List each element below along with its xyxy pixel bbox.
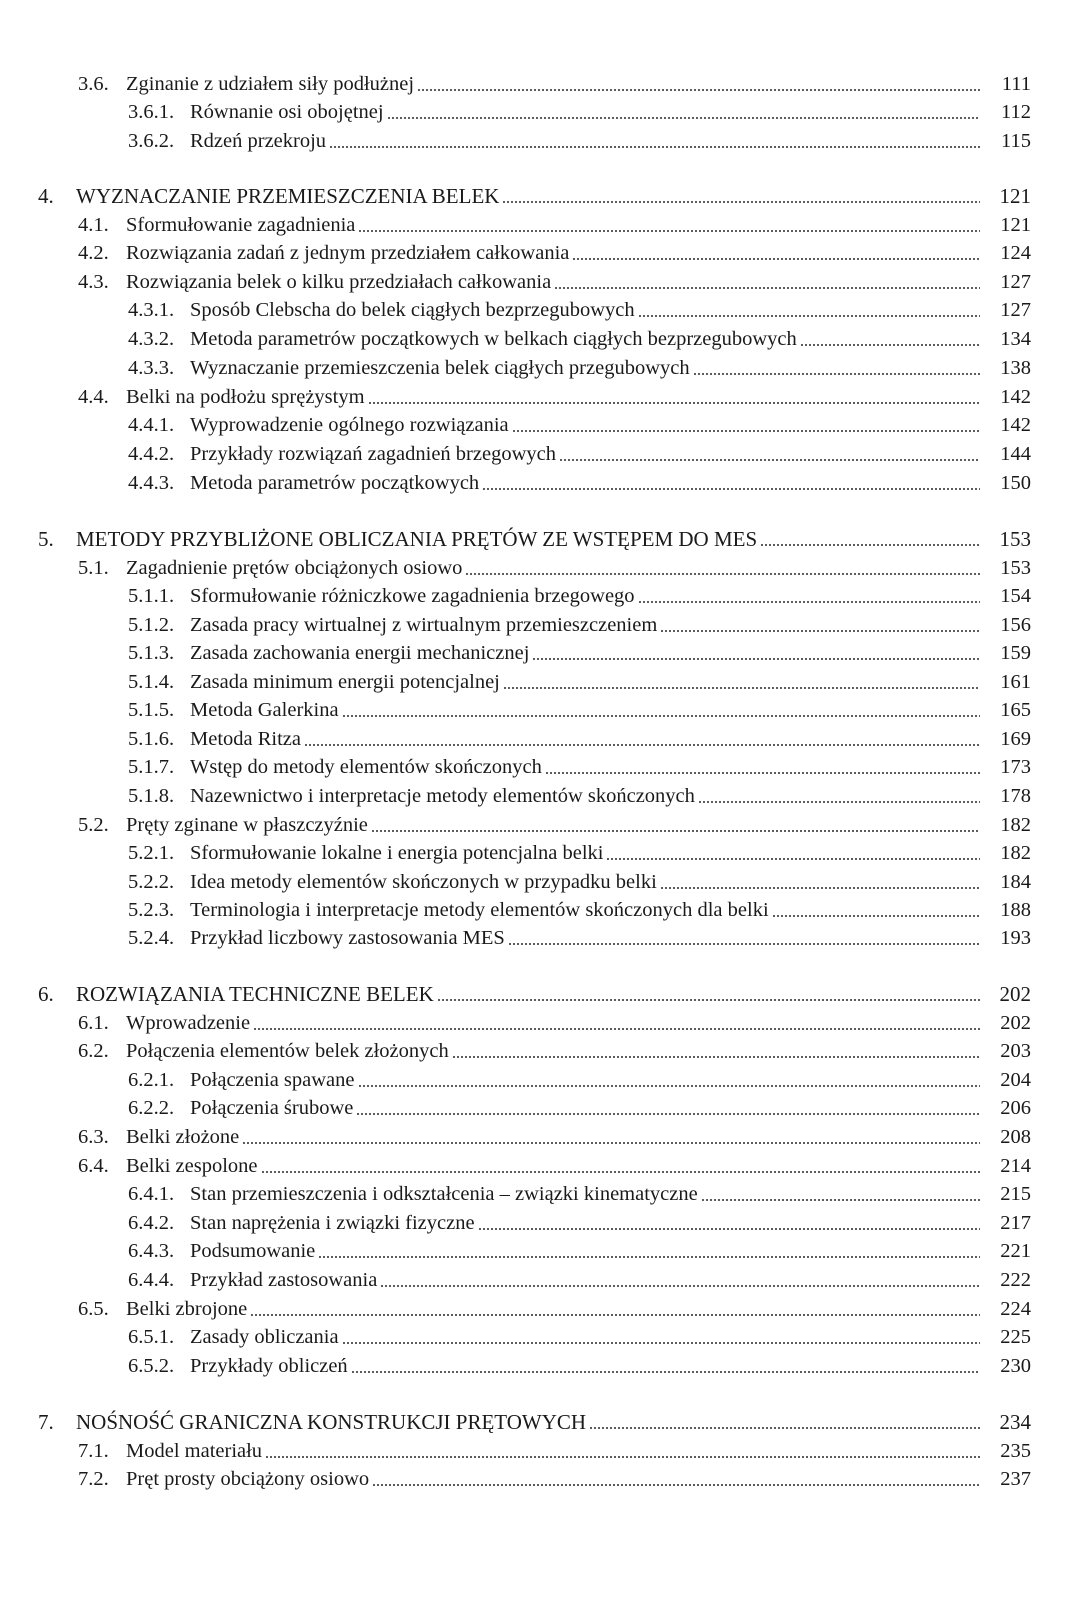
toc-entry-number: 5.2. [78, 814, 109, 836]
toc-entry-row [0, 696, 1072, 724]
toc-entry-leader [190, 325, 983, 353]
toc-entry-row [0, 1266, 1072, 1294]
toc-entry-row [0, 1437, 1072, 1465]
toc-entry-title: Zasada zachowania energii mechanicznej [190, 642, 530, 664]
toc-entry-page-number: 169 [1000, 728, 1031, 750]
dot-leader [503, 687, 980, 689]
dot-leader [482, 488, 980, 490]
toc-entry-title: Zagadnienie prętów obciążonych osiowo [126, 557, 463, 579]
toc-entry-title: Stan przemieszczenia i odkształcenia – związki kinematyczne [190, 1183, 698, 1205]
toc-entry-number: 6.4. [78, 1155, 109, 1177]
toc-entry-number: 5.1.1. [128, 585, 175, 607]
toc-entry-number: 6.2. [78, 1040, 109, 1062]
dot-leader [572, 258, 980, 260]
toc-entry-row [0, 839, 1072, 867]
toc-entry-leader [190, 469, 983, 497]
toc-entry-leader [126, 70, 983, 98]
toc-chapter-row [0, 980, 1072, 1008]
dot-leader [660, 630, 980, 632]
dot-leader [351, 1371, 980, 1373]
toc-entry-row [0, 639, 1072, 667]
toc-entry-page-number: 124 [1000, 242, 1031, 264]
toc-entry-page-number: 206 [1000, 1097, 1031, 1119]
toc-chapter-row [0, 182, 1072, 210]
dot-leader [502, 201, 980, 203]
toc-entry-title: Przykład liczbowy zastosowania MES [190, 927, 505, 949]
dot-leader [660, 887, 980, 889]
dot-leader [358, 1085, 981, 1087]
toc-entry-leader [126, 554, 983, 582]
toc-entry-page-number: 111 [1001, 73, 1031, 95]
toc-entry-title: METODY PRZYBLIŻONE OBLICZANIA PRĘTÓW ZE WSTĘPEM DO MES [76, 527, 758, 551]
dot-leader [368, 402, 980, 404]
toc-entry-page-number: 182 [1000, 814, 1031, 836]
toc-entry-number: 6.4.3. [128, 1240, 175, 1262]
toc-entry-leader [190, 1237, 983, 1265]
toc-entry-page-number: 127 [1000, 271, 1031, 293]
toc-entry-page-number: 235 [1000, 1440, 1031, 1462]
toc-entry-number: 5.1.6. [128, 728, 175, 750]
dot-leader [452, 1056, 980, 1058]
toc-entry-leader [76, 525, 983, 553]
toc-entry-page-number: 144 [1000, 443, 1031, 465]
toc-entry-row [0, 554, 1072, 582]
toc-entry-leader [126, 1152, 983, 1180]
toc-entry-leader [190, 127, 983, 155]
toc-entry-title: Pręt prosty obciążony osiowo [126, 1468, 370, 1490]
toc-entry-title: Zasada pracy wirtualnej z wirtualnym przemieszczeniem [190, 614, 658, 636]
toc-entry-number: 5.1.7. [128, 756, 175, 778]
toc-entry-leader [190, 868, 983, 896]
dot-leader [265, 1456, 980, 1458]
toc-entry-title: Wyznaczanie przemieszczenia belek ciągłych przegubowych [190, 357, 690, 379]
toc-entry-number: 3.6.2. [128, 130, 175, 152]
toc-entry-title: Zasady obliczania [190, 1326, 339, 1348]
dot-leader [342, 715, 980, 717]
dot-leader [532, 658, 980, 660]
toc-entry-page-number: 154 [1000, 585, 1031, 607]
toc-entry-number: 4.3. [78, 271, 109, 293]
toc-entry-page-number: 193 [1000, 927, 1031, 949]
toc-entry-page-number: 184 [1000, 871, 1031, 893]
toc-entry-leader [190, 98, 983, 126]
toc-entry-title: Belki zbrojone [126, 1298, 248, 1320]
toc-entry-row [0, 127, 1072, 155]
toc-entry-number: 6.3. [78, 1126, 109, 1148]
toc-entry-leader [126, 1123, 983, 1151]
toc-entry-row [0, 753, 1072, 781]
toc-entry-page-number: 156 [1000, 614, 1031, 636]
toc-entry-title: Terminologia i interpretacje metody elementów skończonych dla belki [190, 899, 769, 921]
toc-entry-number: 5.1.8. [128, 785, 175, 807]
toc-entry-page-number: 121 [999, 184, 1031, 208]
dot-leader [606, 858, 980, 860]
dot-leader [698, 801, 980, 803]
toc-entry-row [0, 268, 1072, 296]
toc-entry-row [0, 440, 1072, 468]
toc-entry-number: 5.1.5. [128, 699, 175, 721]
toc-entry-title: Pręty zginane w płaszczyźnie [126, 814, 368, 836]
toc-entry-title: Wprowadzenie [126, 1012, 251, 1034]
toc-entry-number: 3.6.1. [128, 101, 175, 123]
toc-entry-title: Sformułowanie zagadnienia [126, 214, 356, 236]
toc-entry-page-number: 204 [1000, 1069, 1031, 1091]
toc-entry-row [0, 1066, 1072, 1094]
dot-leader [417, 89, 980, 91]
toc-entry-row [0, 1094, 1072, 1122]
dot-leader [478, 1228, 980, 1230]
toc-entry-leader [126, 211, 983, 239]
toc-entry-number: 4.4. [78, 386, 109, 408]
toc-entry-row [0, 582, 1072, 610]
toc-entry-number: 4.4.3. [128, 472, 175, 494]
toc-chapter-row [0, 1408, 1072, 1436]
toc-entry-title: WYZNACZANIE PRZEMIESZCZENIA BELEK [76, 184, 500, 208]
toc-entry-page-number: 173 [1000, 756, 1031, 778]
toc-entry-row [0, 354, 1072, 382]
toc-entry-page-number: 217 [1000, 1212, 1031, 1234]
toc-entry-row [0, 782, 1072, 810]
dot-leader [371, 830, 980, 832]
toc-entry-leader [126, 811, 983, 839]
toc-entry-leader [190, 296, 983, 324]
toc-entry-number: 5.2.2. [128, 871, 175, 893]
toc-entry-number: 7. [38, 1410, 54, 1434]
toc-entry-leader [126, 1009, 983, 1037]
toc-entry-number: 5.1.4. [128, 671, 175, 693]
toc-entry-row [0, 1009, 1072, 1037]
toc-entry-row [0, 811, 1072, 839]
toc-entry-leader [126, 268, 983, 296]
toc-entry-leader [190, 1266, 983, 1294]
toc-entry-title: Sposób Clebscha do belek ciągłych bezprzegubowych [190, 299, 635, 321]
toc-entry-leader [190, 1180, 983, 1208]
toc-entry-number: 4.4.1. [128, 414, 175, 436]
toc-entry-row [0, 1323, 1072, 1351]
toc-entry-title: Przykład zastosowania [190, 1269, 378, 1291]
toc-entry-page-number: 161 [1000, 671, 1031, 693]
toc-entry-title: Sformułowanie różniczkowe zagadnienia brzegowego [190, 585, 635, 607]
dot-leader [253, 1028, 980, 1030]
toc-entry-leader [190, 668, 983, 696]
dot-leader [638, 315, 980, 317]
toc-entry-number: 6.5.1. [128, 1326, 175, 1348]
dot-leader [693, 373, 980, 375]
dot-leader [329, 146, 980, 148]
toc-entry-title: Przykłady rozwiązań zagadnień brzegowych [190, 443, 556, 465]
toc-entry-page-number: 115 [1001, 130, 1031, 152]
toc-entry-number: 5. [38, 527, 54, 551]
toc-entry-row [0, 1209, 1072, 1237]
toc-entry-page-number: 142 [1000, 414, 1031, 436]
toc-entry-number: 6.1. [78, 1012, 109, 1034]
toc-entry-page-number: 221 [1000, 1240, 1031, 1262]
toc-entry-number: 5.2.1. [128, 842, 175, 864]
toc-entry-number: 6.5. [78, 1298, 109, 1320]
toc-entry-page-number: 203 [1000, 1040, 1031, 1062]
dot-leader [545, 772, 980, 774]
toc-entry-number: 6.2.2. [128, 1097, 175, 1119]
toc-entry-leader [190, 1323, 983, 1351]
dot-leader [358, 230, 980, 232]
dot-leader [437, 999, 980, 1001]
toc-entry-title: Połączenia śrubowe [190, 1097, 354, 1119]
toc-entry-number: 7.2. [78, 1468, 109, 1490]
toc-chapter-row [0, 525, 1072, 553]
toc-entry-leader [190, 611, 983, 639]
toc-entry-leader [190, 896, 983, 924]
toc-entry-leader [190, 1066, 983, 1094]
dot-leader [701, 1199, 980, 1201]
toc-entry-title: Połączenia elementów belek złożonych [126, 1040, 449, 1062]
toc-entry-number: 4.4.2. [128, 443, 175, 465]
toc-entry-title: ROZWIĄZANIA TECHNICZNE BELEK [76, 982, 434, 1006]
dot-leader [760, 544, 980, 546]
toc-entry-page-number: 234 [999, 1410, 1031, 1434]
dot-leader [559, 459, 980, 461]
toc-entry-leader [190, 782, 983, 810]
dot-leader [772, 915, 980, 917]
toc-entry-page-number: 127 [1000, 299, 1031, 321]
toc-entry-leader [126, 239, 983, 267]
toc-entry-page-number: 237 [1000, 1468, 1031, 1490]
toc-entry-number: 4.3.1. [128, 299, 175, 321]
toc-entry-title: Belki zespolone [126, 1155, 258, 1177]
toc-entry-leader [126, 1465, 983, 1493]
toc-entry-row [0, 868, 1072, 896]
toc-entry-leader [126, 1295, 983, 1323]
toc-entry-leader [190, 411, 983, 439]
toc-entry-row [0, 70, 1072, 98]
toc-entry-leader [190, 1209, 983, 1237]
toc-entry-leader [76, 1408, 983, 1436]
dot-leader [638, 601, 980, 603]
dot-leader [387, 117, 980, 119]
toc-entry-page-number: 202 [999, 982, 1031, 1006]
toc-entry-title: Sformułowanie lokalne i energia potencjalna belki [190, 842, 604, 864]
toc-entry-title: Zasada minimum energii potencjalnej [190, 671, 500, 693]
toc-entry-title: Belki złożone [126, 1126, 240, 1148]
toc-entry-page-number: 182 [1000, 842, 1031, 864]
dot-leader [250, 1314, 980, 1316]
toc-entry-title: Rozwiązania zadań z jednym przedziałem całkowania [126, 242, 570, 264]
dot-leader [465, 573, 980, 575]
toc-entry-title: NOŚNOŚĆ GRANICZNA KONSTRUKCJI PRĘTOWYCH [76, 1410, 587, 1434]
toc-entry-title: Metoda Galerkina [190, 699, 339, 721]
toc-entry-title: Zginanie z udziałem siły podłużnej [126, 73, 415, 95]
dot-leader [356, 1113, 980, 1115]
toc-entry-row [0, 1037, 1072, 1065]
toc-entry-page-number: 230 [1000, 1355, 1031, 1377]
toc-entry-row [0, 98, 1072, 126]
toc-entry-number: 6.4.2. [128, 1212, 175, 1234]
toc-entry-number: 5.1.3. [128, 642, 175, 664]
toc-entry-leader [190, 354, 983, 382]
dot-leader [554, 287, 980, 289]
toc-entry-number: 5.2.3. [128, 899, 175, 921]
toc-entry-page-number: 159 [1000, 642, 1031, 664]
toc-entry-number: 6. [38, 982, 54, 1006]
toc-entry-title: Wstęp do metody elementów skończonych [190, 756, 542, 778]
toc-entry-row [0, 668, 1072, 696]
toc-entry-row [0, 383, 1072, 411]
toc-entry-title: Połączenia spawane [190, 1069, 355, 1091]
toc-entry-number: 4. [38, 184, 54, 208]
toc-entry-page-number: 214 [1000, 1155, 1031, 1177]
toc-entry-leader [76, 980, 983, 1008]
dot-leader [261, 1171, 980, 1173]
toc-entry-row [0, 1237, 1072, 1265]
toc-entry-page-number: 153 [1000, 557, 1031, 579]
dot-leader [508, 943, 980, 945]
toc-entry-number: 5.2.4. [128, 927, 175, 949]
toc-entry-row [0, 924, 1072, 952]
toc-entry-title: Model materiału [126, 1440, 263, 1462]
toc-entry-title: Podsumowanie [190, 1240, 316, 1262]
toc-entry-leader [190, 1094, 983, 1122]
toc-entry-leader [190, 924, 983, 952]
toc-entry-leader [190, 582, 983, 610]
toc-entry-leader [126, 383, 983, 411]
toc-entry-page-number: 188 [1000, 899, 1031, 921]
dot-leader [589, 1427, 980, 1429]
toc-entry-title: Metoda parametrów początkowych w belkach ciągłych bezprzegubowych [190, 328, 797, 350]
toc-entry-leader [190, 696, 983, 724]
toc-entry-page-number: 222 [1000, 1269, 1031, 1291]
toc-entry-page-number: 134 [1000, 328, 1031, 350]
toc-entry-page-number: 112 [1001, 101, 1031, 123]
toc-entry-number: 5.1. [78, 557, 109, 579]
dot-leader [380, 1285, 980, 1287]
dot-leader [342, 1342, 980, 1344]
dot-leader [512, 430, 980, 432]
toc-entry-leader [190, 753, 983, 781]
toc-entry-number: 4.2. [78, 242, 109, 264]
toc-entry-title: Stan naprężenia i związki fizyczne [190, 1212, 475, 1234]
toc-entry-page-number: 138 [1000, 357, 1031, 379]
toc-entry-number: 7.1. [78, 1440, 109, 1462]
toc-entry-row [0, 296, 1072, 324]
toc-entry-row [0, 896, 1072, 924]
toc-entry-number: 6.4.4. [128, 1269, 175, 1291]
toc-entry-page-number: 150 [1000, 472, 1031, 494]
toc-entry-row [0, 1123, 1072, 1151]
toc-entry-title: Nazewnictwo i interpretacje metody elementów skończonych [190, 785, 695, 807]
dot-leader [800, 344, 980, 346]
toc-entry-page-number: 224 [1000, 1298, 1031, 1320]
toc-entry-row [0, 411, 1072, 439]
toc-entry-row [0, 325, 1072, 353]
dot-leader [318, 1256, 980, 1258]
toc-entry-leader [76, 182, 983, 210]
toc-entry-number: 6.4.1. [128, 1183, 175, 1205]
toc-entry-page-number: 165 [1000, 699, 1031, 721]
toc-entry-number: 6.5.2. [128, 1355, 175, 1377]
toc-entry-row [0, 239, 1072, 267]
toc-entry-page-number: 142 [1000, 386, 1031, 408]
toc-entry-number: 5.1.2. [128, 614, 175, 636]
toc-entry-title: Idea metody elementów skończonych w przypadku belki [190, 871, 657, 893]
toc-entry-row [0, 211, 1072, 239]
toc-entry-row [0, 1465, 1072, 1493]
toc-entry-leader [190, 1352, 983, 1380]
toc-entry-page-number: 121 [1000, 214, 1031, 236]
toc-entry-title: Rozwiązania belek o kilku przedziałach całkowania [126, 271, 552, 293]
dot-leader [242, 1142, 980, 1144]
toc-entry-title: Równanie osi obojętnej [190, 101, 384, 123]
toc-entry-row [0, 1180, 1072, 1208]
toc-entry-page-number: 225 [1000, 1326, 1031, 1348]
toc-entry-number: 3.6. [78, 73, 109, 95]
toc-entry-leader [190, 725, 983, 753]
dot-leader [304, 744, 980, 746]
toc-entry-row [0, 1152, 1072, 1180]
toc-entry-page-number: 202 [1000, 1012, 1031, 1034]
toc-entry-row [0, 611, 1072, 639]
toc-entry-title: Metoda Ritza [190, 728, 302, 750]
toc-entry-row [0, 469, 1072, 497]
toc-entry-page-number: 178 [1000, 785, 1031, 807]
toc-entry-page-number: 208 [1000, 1126, 1031, 1148]
toc-entry-leader [126, 1037, 983, 1065]
toc-entry-number: 4.3.2. [128, 328, 175, 350]
toc-entry-number: 4.1. [78, 214, 109, 236]
toc-entry-page-number: 153 [999, 527, 1031, 551]
dot-leader [372, 1484, 980, 1486]
toc-entry-leader [126, 1437, 983, 1465]
toc-entry-title: Metoda parametrów początkowych [190, 472, 480, 494]
toc-entry-title: Rdzeń przekroju [190, 130, 327, 152]
toc-entry-number: 6.2.1. [128, 1069, 175, 1091]
toc-entry-row [0, 725, 1072, 753]
toc-entry-leader [190, 839, 983, 867]
toc-entry-title: Przykłady obliczeń [190, 1355, 348, 1377]
toc-entry-page-number: 215 [1000, 1183, 1031, 1205]
toc-entry-title: Wyprowadzenie ogólnego rozwiązania [190, 414, 509, 436]
toc-entry-row [0, 1295, 1072, 1323]
toc-entry-row [0, 1352, 1072, 1380]
toc-entry-number: 4.3.3. [128, 357, 175, 379]
toc-entry-leader [190, 440, 983, 468]
toc-entry-title: Belki na podłożu sprężystym [126, 386, 365, 408]
toc-entry-leader [190, 639, 983, 667]
